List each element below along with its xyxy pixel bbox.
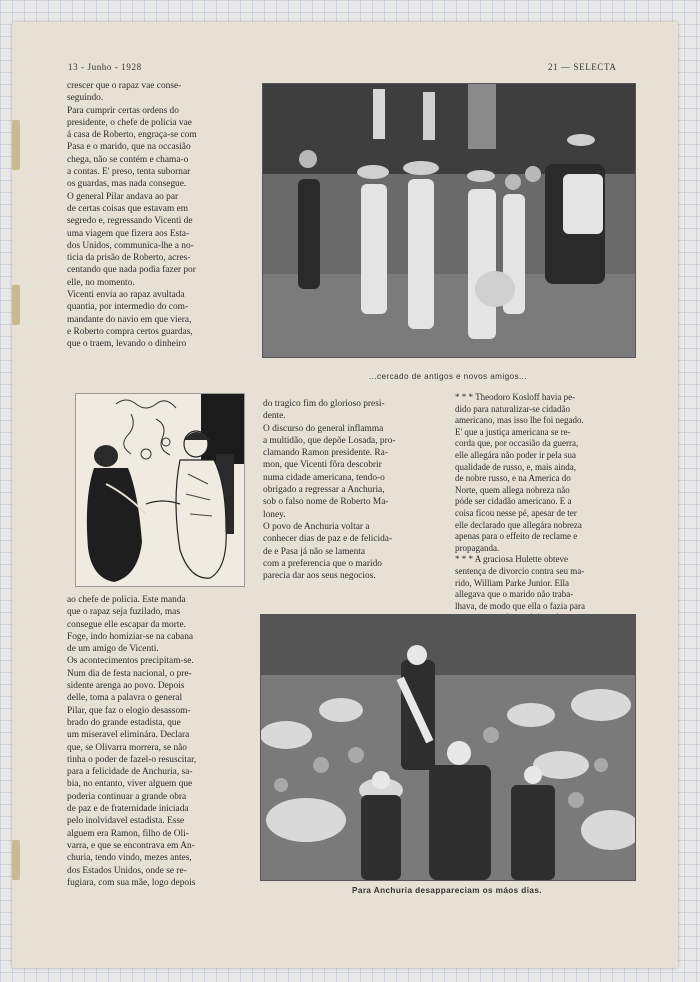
right-column-text: * * * Theodoro Kosloff havia pe- dido para naturalizar-se cidadão americano, mas isso lhe foi negado. E' que a justiça americana se re- corda que, por occasião da guerra, elle allegára não poder ir pela sua qualidade de russo, e, mais ainda, de nobre russo, e na America do Norte, quem allega nobreza não póde ser cidadão americano. E a coisa ficou nesse pé, apesar de ter elle declarado que allegára nobreza apenas para o effeito de reclame e propaganda. * * * A graciosa Hulette obteve sentença de divorcio contra seu ma- rido, William Parke Junior. Ella allegava que o marido não traba- lhava, de modo que ella o fazia para (455, 392, 585, 611)
film-still-top (262, 83, 636, 358)
illustration-svg (76, 394, 244, 586)
photo-top-svg (263, 84, 635, 357)
photo-top-caption: ...cercado de antigos e novos amigos... (368, 372, 528, 381)
torn-page-edge (12, 840, 20, 880)
photo-bottom-svg (261, 615, 635, 880)
film-still-bottom (260, 614, 636, 881)
page-number-and-title: 21 — SELECTA (548, 62, 617, 72)
photo-bottom-caption: Para Anchuria desappareciam os máos dias. (352, 886, 542, 895)
line-drawing-illustration (75, 393, 245, 587)
left-column-bottom-text: ao chefe de policia. Este manda que o rapaz seja fuzilado, mas consegue elle escapar da morte. Foge, indo homiziar-se na cabana de um amigo de Vicenti. Os acontecimentos precipitam-se. Num dia de festa nacional, o pre- sidente arenga ao povo. Depois delle, toma a palavra o general Pilar, que faz o elogio desassom- brado do grande estadista, que um miseravel eliminára. Declara que, se Olivarra morrera, se não tinha o poder de fazel-o resuscitar, para a felicidade de Anchuria, sa- bia, no entanto, viver alguem que poderia continuar a grande obra de paz e de fraternidade iniciada pelo inolvidavel estadista. Esse alguem era Ramon, filho de Oli- varra, e que se encontrava em An- churia, tendo vindo, mezes antes, dos Estados Unidos, onde se re- fugiara, com sua mãe, logo depois (67, 595, 197, 888)
left-column-top-text: crescer que o rapaz vae conse- seguindo. Para cumprir certas ordens do presidente, o chefe de policia vae á casa de Roberto, engraça-se com Pasa e o marido, que na occasião chega, não se contém e chama-o a contas. E' preso, tenta subornar os guardas, mas nada consegue. O general Pilar andava ao par de certas coisas que estavam em segredo e, regressando Vicenti de uma viagem que fizera aos Esta- dos Unidos, communica-lhe a no- ticia da prisão de Roberto, acres- centando que nada podia fazer por elle, no momento. Vicenti envia ao rapaz avultada quantia, por intermedio do com- mandante do navio em que viera, e Roberto compra certos guardas, que o traem, levando o dinheiro (67, 81, 197, 350)
page-date: 13 - Junho - 1928 (68, 62, 142, 72)
middle-column-text: do tragico fim do glorioso presi- dente. O discurso do general inflamma a multidão, que depõe Losada, pro- clamando Ramon presidente. Ra- mon, que Vicenti fôra descobrir numa cidade americana, tendo-o obrigado a regressar a Anchuria, sob o falso nome de Roberto Ma- loney. O povo de Anchuria voltar a conhecer dias de paz e de felicida- de e Pasa já não se lamenta com a preferencia que o marido parecia dar aos seus negocios. (263, 399, 396, 582)
torn-page-edge (12, 120, 20, 170)
torn-page-edge (12, 285, 20, 325)
